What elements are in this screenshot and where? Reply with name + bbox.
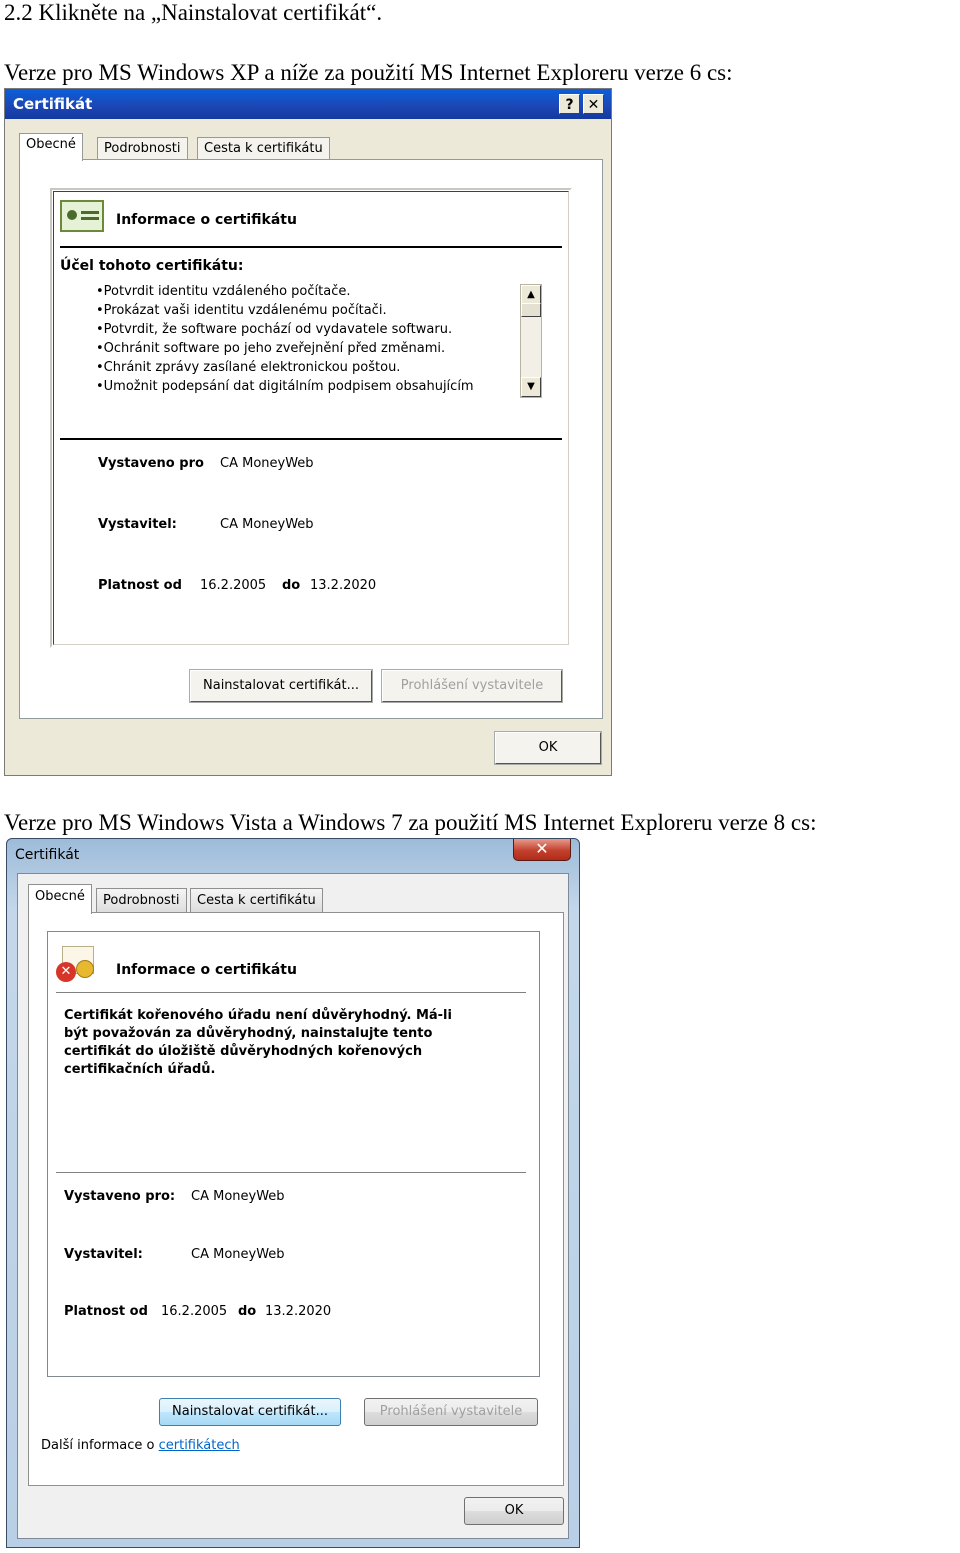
certificates-link[interactable]: certifikátech	[158, 1438, 240, 1453]
vista-info-frame	[47, 931, 540, 1377]
tab-details[interactable]: Podrobnosti	[96, 888, 187, 913]
valid-to-value: 13.2.2020	[310, 578, 377, 593]
issuer-label: Vystavitel:	[64, 1247, 143, 1262]
vista-window-title: Certifikát	[15, 847, 80, 863]
issued-to-value: CA MoneyWeb	[191, 1189, 285, 1204]
xp-general-panel	[19, 159, 603, 719]
step-heading: 2.2 Klikněte na „Nainstalovat certifikát“.	[4, 0, 383, 25]
valid-from-value: 16.2.2005	[200, 578, 267, 593]
purpose-item: •Umožnit podepsání dat digitálním podpisem obsahujícím	[96, 379, 474, 394]
xp-window-title: Certifikát	[13, 95, 93, 113]
issuer-value: CA MoneyWeb	[220, 517, 314, 532]
issued-to-value: CA MoneyWeb	[220, 456, 314, 471]
vista-general-panel	[28, 912, 564, 1486]
vista-info-heading: Informace o certifikátu	[116, 962, 297, 978]
issued-to-label: Vystaveno pro	[98, 456, 204, 471]
ok-button[interactable]: OK	[464, 1497, 564, 1525]
purpose-scrollbar[interactable]	[520, 284, 542, 398]
warning-line: certifikačních úřadů.	[64, 1062, 216, 1077]
issuer-label: Vystavitel:	[98, 517, 177, 532]
valid-from-label: Platnost od	[98, 578, 182, 593]
more-info-label: Další informace o	[41, 1438, 155, 1453]
xp-caption: Verze pro MS Windows XP a níže za použití MS Internet Exploreru verze 6 cs:	[4, 60, 733, 85]
tab-general[interactable]: Obecné	[28, 884, 92, 914]
xp-certificate-dialog	[4, 88, 612, 776]
close-button[interactable]: ✕	[583, 94, 604, 114]
vista-certificate-dialog	[6, 838, 580, 1548]
vista-caption: Verze pro MS Windows Vista a Windows 7 za použití MS Internet Exploreru verze 8 cs:	[4, 810, 817, 835]
tab-certification-path[interactable]: Cesta k certifikátu	[197, 137, 330, 160]
valid-to-label: do	[282, 578, 301, 593]
more-info	[41, 1438, 240, 1453]
divider	[56, 1172, 526, 1173]
valid-to-value: 13.2.2020	[265, 1304, 332, 1319]
purpose-item: •Ochránit software po jeho zveřejnění před změnami.	[96, 341, 446, 356]
divider	[56, 992, 526, 993]
purpose-item: •Prokázat vaši identitu vzdálenému počítači.	[96, 303, 387, 318]
xp-info-heading: Informace o certifikátu	[116, 212, 297, 228]
issued-to-label: Vystaveno pro:	[64, 1189, 176, 1204]
tab-certification-path[interactable]: Cesta k certifikátu	[190, 888, 323, 913]
warning-line: certifikát do úložiště důvěryhodných kořenových	[64, 1044, 423, 1059]
purpose-item: •Potvrdit identitu vzdáleného počítače.	[96, 284, 351, 299]
warning-line: být považován za důvěryhodný, nainstalujte tento	[64, 1026, 433, 1041]
untrusted-certificate-icon: ✕	[56, 946, 96, 984]
scroll-thumb[interactable]	[521, 303, 541, 317]
valid-from-label: Platnost od	[64, 1304, 148, 1319]
ok-button[interactable]: OK	[495, 732, 601, 764]
issuer-statement-button: Prohlášení vystavitele	[382, 670, 562, 702]
valid-from-value: 16.2.2005	[161, 1304, 228, 1319]
certificate-icon	[60, 200, 104, 232]
install-certificate-button[interactable]: Nainstalovat certifikát...	[159, 1398, 341, 1426]
purpose-item: •Potvrdit, že software pochází od vydavatele softwaru.	[96, 322, 453, 337]
xp-info-frame	[50, 188, 572, 648]
scroll-up-icon[interactable]: ▲	[521, 285, 541, 305]
tab-general[interactable]: Obecné	[19, 133, 83, 161]
purpose-item: •Chránit zprávy zasílané elektronickou poštou.	[96, 360, 401, 375]
issuer-statement-button: Prohlášení vystavitele	[364, 1398, 538, 1426]
valid-to-label: do	[238, 1304, 257, 1319]
close-button[interactable]: ✕	[513, 839, 571, 861]
warning-line: Certifikát kořenového úřadu není důvěryhodný. Má-li	[64, 1008, 452, 1023]
tab-details[interactable]: Podrobnosti	[97, 137, 188, 160]
purpose-label: Účel tohoto certifikátu:	[60, 258, 244, 274]
help-button[interactable]: ?	[559, 94, 580, 114]
vista-client-area	[17, 873, 569, 1539]
scroll-down-icon[interactable]: ▼	[521, 377, 541, 397]
issuer-value: CA MoneyWeb	[191, 1247, 285, 1262]
xp-title-bar[interactable]	[5, 89, 611, 119]
install-certificate-button[interactable]: Nainstalovat certifikát...	[190, 670, 372, 702]
